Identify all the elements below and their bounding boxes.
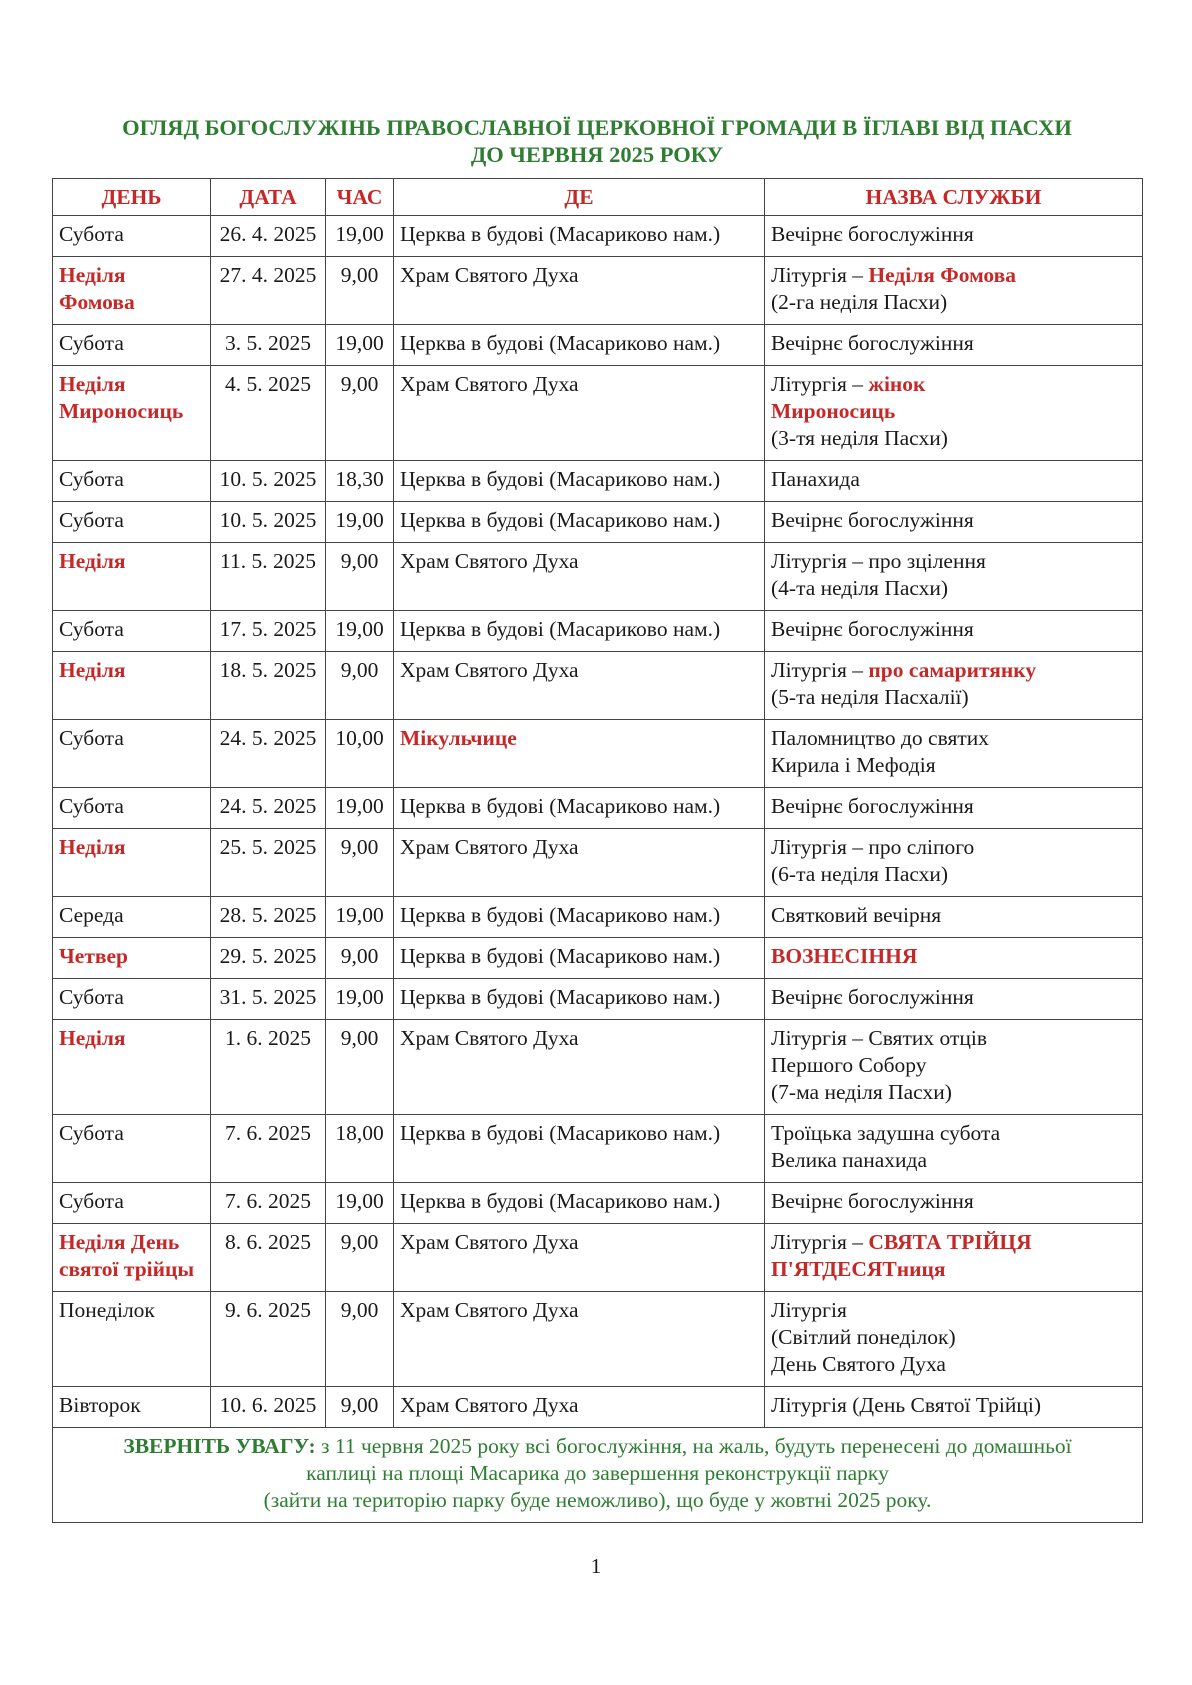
table-row xyxy=(53,788,1143,829)
service-text: Вечірнє богослужіння xyxy=(771,617,974,641)
service-text: Вечірнє богослужіння xyxy=(771,985,974,1009)
day-label: Субота xyxy=(59,1121,124,1145)
place-cell: Храм Святого Духа xyxy=(394,1292,765,1387)
service-highlight: Неділя Фомова xyxy=(868,263,1017,287)
column-header-place: ДЕ xyxy=(394,179,765,216)
service-text: Панахида xyxy=(771,467,860,491)
service-line-1 xyxy=(771,793,1136,820)
day-label: Четвер xyxy=(59,944,128,968)
time-cell: 9,00 xyxy=(326,366,394,461)
time-cell: 9,00 xyxy=(326,1292,394,1387)
date-cell: 3. 5. 2025 xyxy=(211,325,326,366)
day-cell xyxy=(53,979,211,1020)
day-cell xyxy=(53,1115,211,1183)
day-cell xyxy=(53,1020,211,1115)
service-line-1 xyxy=(771,371,1136,398)
day-label: Субота xyxy=(59,1189,124,1213)
service-line-3: День Святого Духа xyxy=(771,1352,946,1376)
day-cell xyxy=(53,652,211,720)
column-header-day: ДЕНЬ xyxy=(53,179,211,216)
date-cell: 10. 5. 2025 xyxy=(211,502,326,543)
service-line-2: (4-та неділя Пасхи) xyxy=(771,576,949,600)
service-highlight: СВЯТА ТРІЙЦЯ xyxy=(868,1230,1032,1254)
service-text: Святковий вечірня xyxy=(771,903,942,927)
place-cell: Церква в будові (Масариково нам.) xyxy=(394,611,765,652)
date-cell: 18. 5. 2025 xyxy=(211,652,326,720)
time-cell: 19,00 xyxy=(326,216,394,257)
notice-text-2: каплиці на площі Масарика до завершення реконструкції парку xyxy=(306,1461,889,1485)
service-line-1 xyxy=(771,1297,1136,1324)
date-cell: 25. 5. 2025 xyxy=(211,829,326,897)
service-line-2: (6-та неділя Пасхи) xyxy=(771,862,949,886)
service-text: Літургія – про сліпого xyxy=(771,835,975,859)
time-cell: 18,00 xyxy=(326,1115,394,1183)
day-cell xyxy=(53,257,211,325)
table-row xyxy=(53,1292,1143,1387)
service-line-2: (2-га неділя Пасхи) xyxy=(771,290,948,314)
table-row xyxy=(53,257,1143,325)
table-row xyxy=(53,461,1143,502)
place-cell: Церква в будові (Масариково нам.) xyxy=(394,1115,765,1183)
service-text: Літургія – про зцілення xyxy=(771,549,986,573)
service-line-2: (Світлий понеділок) xyxy=(771,1325,956,1349)
day-label: Субота xyxy=(59,222,124,246)
place-cell: Мікульчице xyxy=(394,720,765,788)
time-cell: 19,00 xyxy=(326,325,394,366)
column-header-time: ЧАС xyxy=(326,179,394,216)
service-line-1 xyxy=(771,1392,1136,1419)
service-text: Літургія – Святих отців xyxy=(771,1026,987,1050)
service-text: Літургія – xyxy=(771,372,869,396)
service-cell xyxy=(765,461,1143,502)
service-cell xyxy=(765,720,1143,788)
service-line-2: (3-тя неділя Пасхи) xyxy=(771,426,948,450)
date-cell: 1. 6. 2025 xyxy=(211,1020,326,1115)
day-label-line-2: Мироносиць xyxy=(59,399,184,423)
date-cell: 8. 6. 2025 xyxy=(211,1224,326,1292)
service-cell xyxy=(765,938,1143,979)
service-cell xyxy=(765,829,1143,897)
table-row xyxy=(53,1020,1143,1115)
service-line-1 xyxy=(771,725,1136,752)
place-cell: Храм Святого Духа xyxy=(394,1387,765,1428)
service-cell xyxy=(765,1020,1143,1115)
service-line-1 xyxy=(771,657,1136,684)
day-label: Субота xyxy=(59,508,124,532)
notice-cell xyxy=(53,1428,1143,1523)
service-text: Вечірнє богослужіння xyxy=(771,331,974,355)
column-header-date: ДАТА xyxy=(211,179,326,216)
service-line-1 xyxy=(771,943,1136,970)
service-cell xyxy=(765,216,1143,257)
table-row xyxy=(53,979,1143,1020)
service-line-2: Першого Собору xyxy=(771,1053,927,1077)
service-cell xyxy=(765,325,1143,366)
place-cell: Церква в будові (Масариково нам.) xyxy=(394,325,765,366)
place-cell: Храм Святого Духа xyxy=(394,1020,765,1115)
table-row xyxy=(53,652,1143,720)
day-cell xyxy=(53,829,211,897)
day-label: Неділя xyxy=(59,549,126,573)
table-row xyxy=(53,1183,1143,1224)
service-text: Вечірнє богослужіння xyxy=(771,508,974,532)
day-cell xyxy=(53,325,211,366)
place-cell: Храм Святого Духа xyxy=(394,1224,765,1292)
date-cell: 28. 5. 2025 xyxy=(211,897,326,938)
place-cell: Церква в будові (Масариково нам.) xyxy=(394,461,765,502)
time-cell: 9,00 xyxy=(326,652,394,720)
service-line-1 xyxy=(771,1120,1136,1147)
date-cell: 26. 4. 2025 xyxy=(211,216,326,257)
service-line-1 xyxy=(771,1229,1136,1256)
service-text: Літургія – xyxy=(771,1230,869,1254)
service-text: Вечірнє богослужіння xyxy=(771,222,974,246)
service-line-3: (7-ма неділя Пасхи) xyxy=(771,1080,952,1104)
service-text: Літургія xyxy=(771,1298,847,1322)
date-cell: 4. 5. 2025 xyxy=(211,366,326,461)
day-cell xyxy=(53,461,211,502)
title-line-1: ОГЛЯД БОГОСЛУЖІНЬ ПРАВОСЛАВНОЇ ЦЕРКОВНОЇ ГРОМАДИ В ЇГЛАВІ ВІД ПАСХИ xyxy=(122,115,1072,140)
day-label: Субота xyxy=(59,726,124,750)
service-cell xyxy=(765,897,1143,938)
table-row xyxy=(53,216,1143,257)
day-label: Субота xyxy=(59,794,124,818)
service-text: Троїцька задушна субота xyxy=(771,1121,1001,1145)
date-cell: 11. 5. 2025 xyxy=(211,543,326,611)
date-cell: 7. 6. 2025 xyxy=(211,1183,326,1224)
date-cell: 24. 5. 2025 xyxy=(211,720,326,788)
time-cell: 9,00 xyxy=(326,257,394,325)
place-cell: Храм Святого Духа xyxy=(394,652,765,720)
date-cell: 7. 6. 2025 xyxy=(211,1115,326,1183)
service-cell xyxy=(765,1292,1143,1387)
table-row xyxy=(53,611,1143,652)
day-label: Неділя xyxy=(59,835,126,859)
date-cell: 27. 4. 2025 xyxy=(211,257,326,325)
day-cell xyxy=(53,1183,211,1224)
place-cell: Церква в будові (Масариково нам.) xyxy=(394,216,765,257)
date-cell: 31. 5. 2025 xyxy=(211,979,326,1020)
service-line-1 xyxy=(771,616,1136,643)
place-cell: Храм Святого Духа xyxy=(394,366,765,461)
time-cell: 19,00 xyxy=(326,1183,394,1224)
day-cell xyxy=(53,216,211,257)
service-cell xyxy=(765,257,1143,325)
service-text: Паломництво до святих xyxy=(771,726,989,750)
service-cell xyxy=(765,1183,1143,1224)
day-label: Вівторок xyxy=(59,1393,141,1417)
table-row xyxy=(53,325,1143,366)
time-cell: 19,00 xyxy=(326,611,394,652)
service-text: Літургія – xyxy=(771,263,869,287)
day-cell xyxy=(53,1224,211,1292)
service-cell xyxy=(765,502,1143,543)
date-cell: 10. 5. 2025 xyxy=(211,461,326,502)
place-cell: Церква в будові (Масариково нам.) xyxy=(394,979,765,1020)
service-text: Літургія (День Святої Трійці) xyxy=(771,1393,1042,1417)
date-cell: 10. 6. 2025 xyxy=(211,1387,326,1428)
service-highlight-line-2: Мироносиць xyxy=(771,399,896,423)
column-header-service: НАЗВА СЛУЖБИ xyxy=(765,179,1143,216)
day-label: Неділя xyxy=(59,658,126,682)
table-row xyxy=(53,502,1143,543)
service-line-1 xyxy=(771,984,1136,1011)
place-cell: Церква в будові (Масариково нам.) xyxy=(394,502,765,543)
place-cell: Церква в будові (Масариково нам.) xyxy=(394,1183,765,1224)
place-cell: Храм Святого Духа xyxy=(394,257,765,325)
service-cell xyxy=(765,979,1143,1020)
day-label: Неділя xyxy=(59,372,126,396)
page-title xyxy=(52,114,1142,168)
service-highlight: про самаритянку xyxy=(868,658,1037,682)
service-line-2: (5-та неділя Пасхалії) xyxy=(771,685,969,709)
time-cell: 9,00 xyxy=(326,1224,394,1292)
service-line-1 xyxy=(771,262,1136,289)
service-line-2: Кирила і Мефодія xyxy=(771,753,936,777)
date-cell: 17. 5. 2025 xyxy=(211,611,326,652)
service-cell xyxy=(765,366,1143,461)
day-label: Понеділок xyxy=(59,1298,155,1322)
service-cell xyxy=(765,543,1143,611)
service-line-1 xyxy=(771,548,1136,575)
table-row xyxy=(53,1115,1143,1183)
day-cell xyxy=(53,897,211,938)
day-label: Середа xyxy=(59,903,124,927)
header-row xyxy=(53,179,1143,216)
service-line-1 xyxy=(771,1025,1136,1052)
place-cell: Церква в будові (Масариково нам.) xyxy=(394,788,765,829)
place-cell: Храм Святого Духа xyxy=(394,543,765,611)
table-row xyxy=(53,897,1143,938)
service-line-1 xyxy=(771,221,1136,248)
service-line-2: Велика панахида xyxy=(771,1148,927,1172)
schedule-table xyxy=(52,178,1143,1523)
date-cell: 24. 5. 2025 xyxy=(211,788,326,829)
page-number: 1 xyxy=(590,1554,602,1578)
service-cell xyxy=(765,652,1143,720)
service-text: Вечірнє богослужіння xyxy=(771,794,974,818)
time-cell: 9,00 xyxy=(326,938,394,979)
service-cell xyxy=(765,788,1143,829)
time-cell: 9,00 xyxy=(326,829,394,897)
time-cell: 19,00 xyxy=(326,897,394,938)
time-cell: 9,00 xyxy=(326,1387,394,1428)
service-cell xyxy=(765,1224,1143,1292)
day-cell xyxy=(53,938,211,979)
service-line-1 xyxy=(771,902,1136,929)
day-cell xyxy=(53,1292,211,1387)
service-text: ВОЗНЕСІННЯ xyxy=(771,944,918,968)
place-cell: Храм Святого Духа xyxy=(394,829,765,897)
table-row xyxy=(53,1224,1143,1292)
day-label: Субота xyxy=(59,331,124,355)
title-line-2: ДО ЧЕРВНЯ 2025 РОКУ xyxy=(470,142,724,167)
time-cell: 10,00 xyxy=(326,720,394,788)
time-cell: 9,00 xyxy=(326,543,394,611)
notice-text-3: (зайти на територію парку буде неможливо), що буде у жовтні 2025 року. xyxy=(263,1488,932,1512)
time-cell: 9,00 xyxy=(326,1020,394,1115)
day-label: Субота xyxy=(59,467,124,491)
table-row xyxy=(53,1387,1143,1428)
table-row xyxy=(53,829,1143,897)
day-cell xyxy=(53,502,211,543)
notice-label: ЗВЕРНІТЬ УВАГУ: xyxy=(123,1434,316,1458)
service-cell xyxy=(765,1387,1143,1428)
time-cell: 19,00 xyxy=(326,788,394,829)
notice-text-1: з 11 червня 2025 року всі богослужіння, на жаль, будуть перенесені до домашньої xyxy=(315,1434,1072,1458)
service-line-1 xyxy=(771,1188,1136,1215)
table-row xyxy=(53,720,1143,788)
day-label-line-2: святої трійцы xyxy=(59,1257,195,1281)
day-label-line-2: Фомова xyxy=(59,290,135,314)
table-row xyxy=(53,543,1143,611)
day-label: Неділя xyxy=(59,1026,126,1050)
service-text: Літургія – xyxy=(771,658,869,682)
day-cell xyxy=(53,720,211,788)
day-cell xyxy=(53,1387,211,1428)
time-cell: 19,00 xyxy=(326,979,394,1020)
service-line-1 xyxy=(771,330,1136,357)
table-row xyxy=(53,938,1143,979)
date-cell: 29. 5. 2025 xyxy=(211,938,326,979)
service-line-1 xyxy=(771,507,1136,534)
place-cell: Церква в будові (Масариково нам.) xyxy=(394,938,765,979)
time-cell: 19,00 xyxy=(326,502,394,543)
day-cell xyxy=(53,788,211,829)
service-highlight: жінок xyxy=(868,372,926,396)
day-label: Неділя xyxy=(59,263,126,287)
service-text: Вечірнє богослужіння xyxy=(771,1189,974,1213)
notice-row xyxy=(53,1428,1143,1523)
day-cell xyxy=(53,611,211,652)
day-cell xyxy=(53,543,211,611)
service-highlight-line-2: П'ЯТДЕСЯТниця xyxy=(771,1257,946,1281)
day-label: Субота xyxy=(59,985,124,1009)
day-label: Неділя День xyxy=(59,1230,180,1254)
time-cell: 18,30 xyxy=(326,461,394,502)
service-line-1 xyxy=(771,466,1136,493)
table-row xyxy=(53,366,1143,461)
service-line-1 xyxy=(771,834,1136,861)
day-label: Субота xyxy=(59,617,124,641)
service-cell xyxy=(765,1115,1143,1183)
day-cell xyxy=(53,366,211,461)
place-cell: Церква в будові (Масариково нам.) xyxy=(394,897,765,938)
date-cell: 9. 6. 2025 xyxy=(211,1292,326,1387)
schedule-rows xyxy=(53,216,1143,1428)
service-cell xyxy=(765,611,1143,652)
